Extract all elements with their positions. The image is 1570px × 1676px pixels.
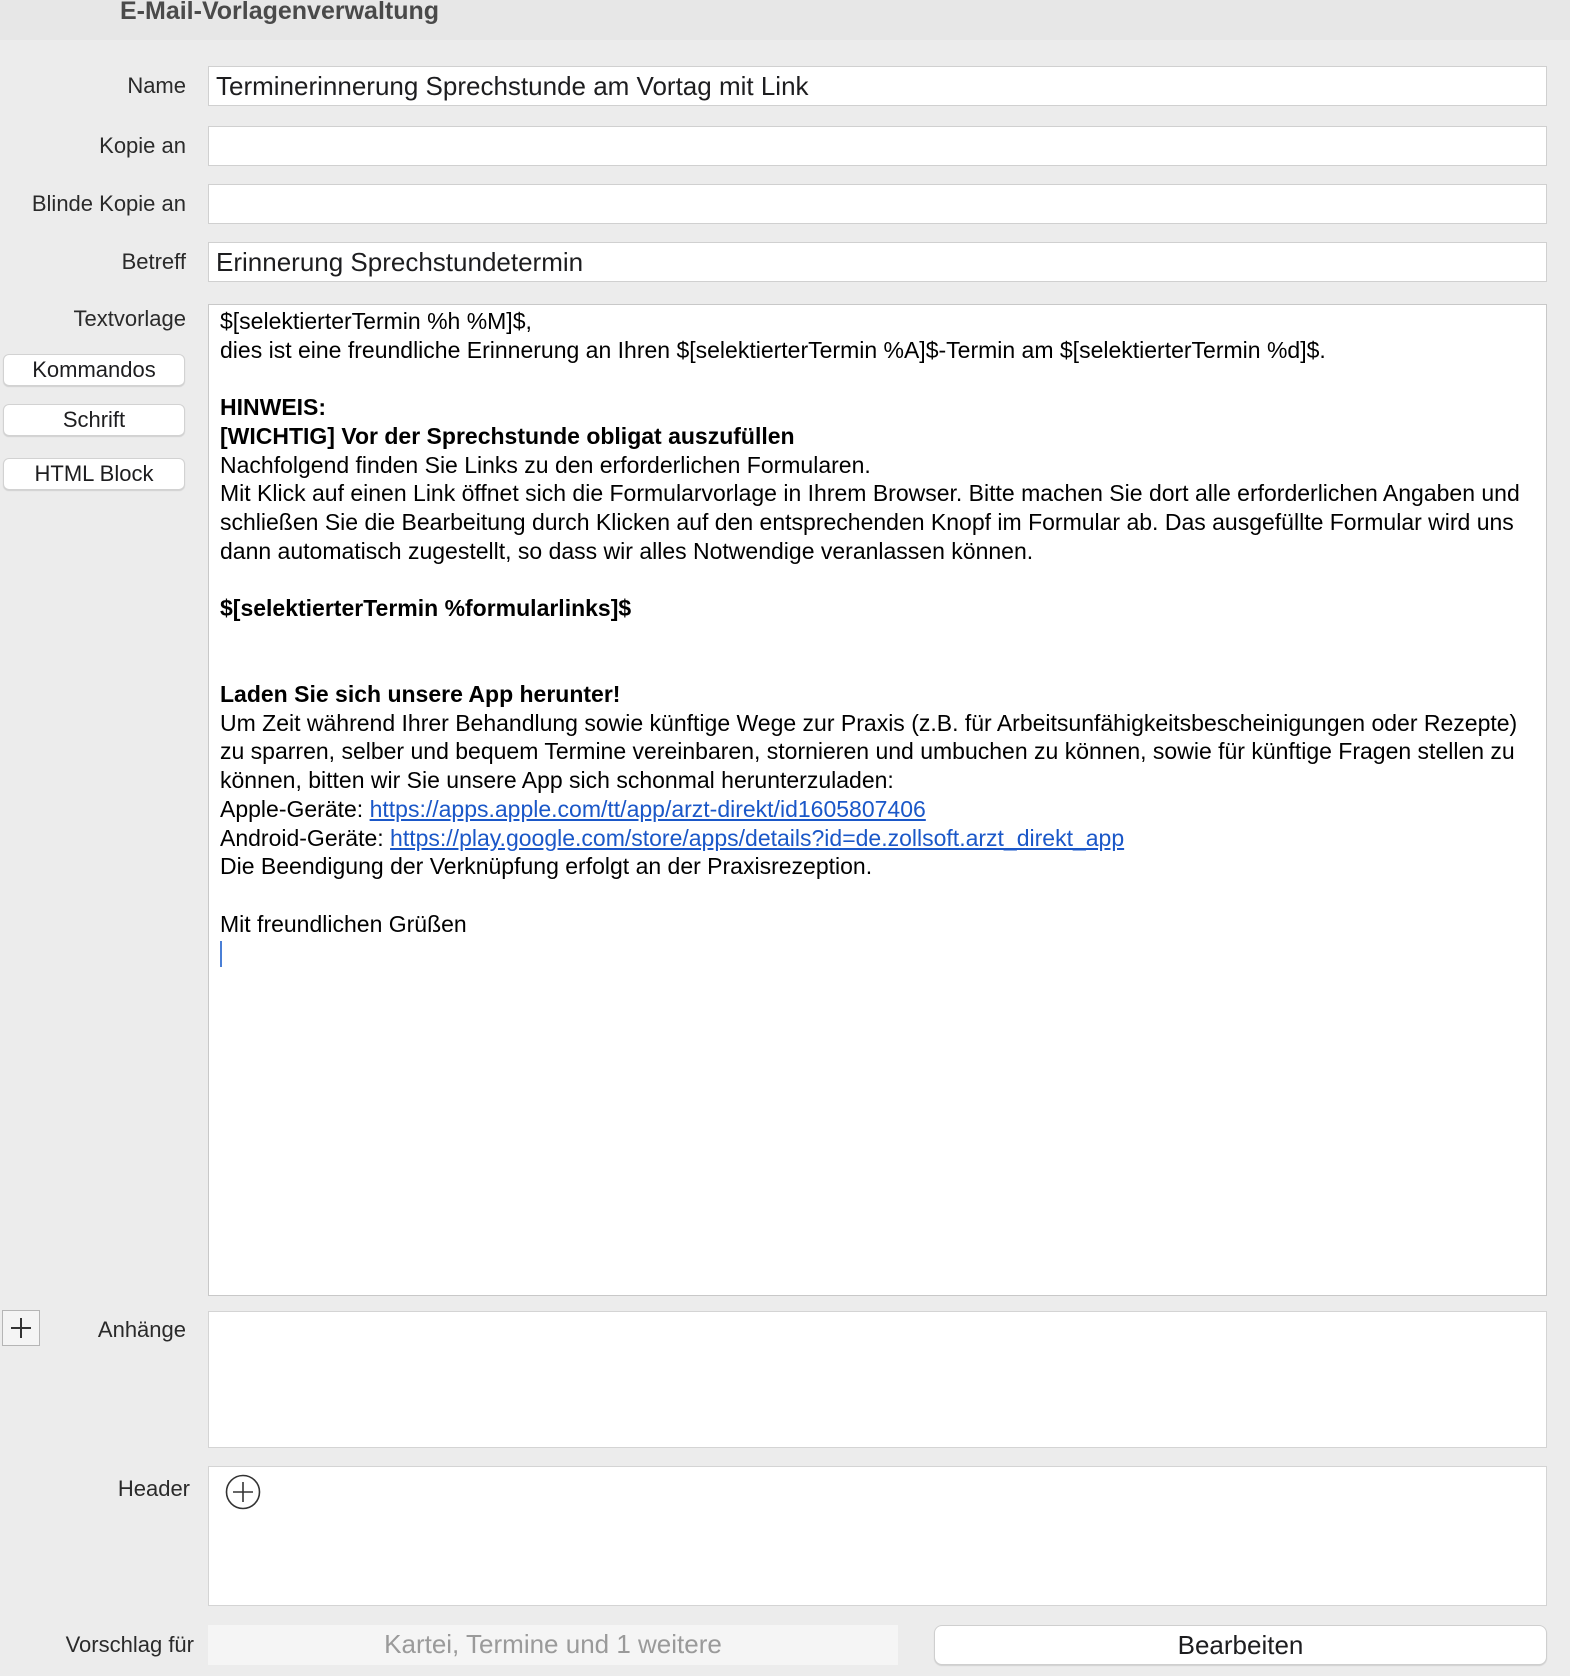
body-line-salutation: $[selektierterTermin %h %M]$, [220,308,532,334]
text-caret [220,941,222,967]
edit-button[interactable]: Bearbeiten [934,1625,1547,1665]
body-blank [220,565,1536,594]
header-area[interactable] [208,1466,1547,1606]
bcc-field[interactable] [208,184,1547,224]
suggestion-field[interactable]: Kartei, Termine und 1 weitere [208,1625,898,1665]
body-app-paragraph: Um Zeit während Ihrer Behandlung sowie künftige Wege zur Praxis (z.B. für Arbeitsunfähigkeitsbescheinigungen oder Rezepte) zu sparren, selber und bequem Termine vereinbaren, stornieren und umbuchen zu können, sowie für künftige Fragen stellen zu können, bitten wir Sie unsere App sich schonmal herunterzuladen: [220,709,1518,794]
attachments-label: Anhänge [97,1317,186,1342]
body-blank [220,364,1536,393]
font-button[interactable]: Schrift [3,404,185,436]
plus-circle-icon [225,1474,261,1510]
body-forms-paragraph: Mit Klick auf einen Link öffnet sich die Formularvorlage in Ihrem Browser. Bitte machen Sie dort alle erforderlichen Angaben und schließen Sie die Bearbeitung durch Klicken auf den entsprechenden Knopf im Formular ab. Das ausgefüllte Formular wird uns dann automatisch zugestellt, so dass wir alles Notwendige veranlassen können. [220,480,1520,564]
name-field[interactable]: Terminerinnerung Sprechstunde am Vortag mit Link [208,66,1547,106]
cc-label: Kopie an [99,133,186,158]
body-blank [220,651,1536,680]
subject-field[interactable]: Erinnerung Sprechstundetermin [208,242,1547,282]
template-label: Textvorlage [73,306,186,331]
body-ending: Die Beendigung der Verknüpfung erfolgt an der Praxisrezeption. [220,853,873,880]
add-attachment-button[interactable] [2,1310,40,1346]
add-header-button[interactable] [225,1474,261,1510]
body-line-reminder: dies ist eine freundliche Erinnerung an Ihren $[selektierterTermin %A]$-Termin am $[selektierterTermin %d]$. [220,336,1326,363]
body-blank [220,623,1536,652]
attachments-area[interactable] [208,1311,1547,1448]
android-app-link[interactable]: https://play.google.com/store/apps/details?id=de.zollsoft.arzt_direkt_app [390,824,1125,851]
subject-label: Betreff [121,249,186,274]
body-forms-intro: Nachfolgend finden Sie Links zu den erforderlichen Formularen. [220,451,871,478]
body-hint-title: HINWEIS: [220,394,327,421]
cc-field[interactable] [208,126,1547,166]
body-blank [220,881,1536,910]
apple-prefix: Apple-Geräte: [220,795,370,822]
template-text-editor[interactable] [208,304,1547,1296]
body-android-line [220,824,1536,853]
apple-app-link[interactable]: https://apps.apple.com/tt/app/arzt-direkt/id1605807406 [369,795,926,822]
name-label: Name [127,73,186,98]
plus-square-icon [3,1311,39,1345]
body-apple-line [220,795,1536,824]
body-app-title: Laden Sie sich unsere App herunter! [220,681,621,708]
android-prefix: Android-Geräte: [220,824,391,851]
html-block-button[interactable]: HTML Block [3,458,185,490]
window-title: E-Mail-Vorlagenverwaltung [120,0,440,25]
title-bar [0,0,1570,40]
commands-button[interactable]: Kommandos [3,354,185,386]
header-label: Header [117,1476,190,1501]
bcc-label: Blinde Kopie an [31,191,186,216]
body-important: [WICHTIG] Vor der Sprechstunde obligat auszufüllen [220,422,795,449]
suggestion-label: Vorschlag für [65,1632,194,1657]
body-greeting: Mit freundlichen Grüßen [220,910,467,937]
body-formlinks: $[selektierterTermin %formularlinks]$ [220,595,632,621]
